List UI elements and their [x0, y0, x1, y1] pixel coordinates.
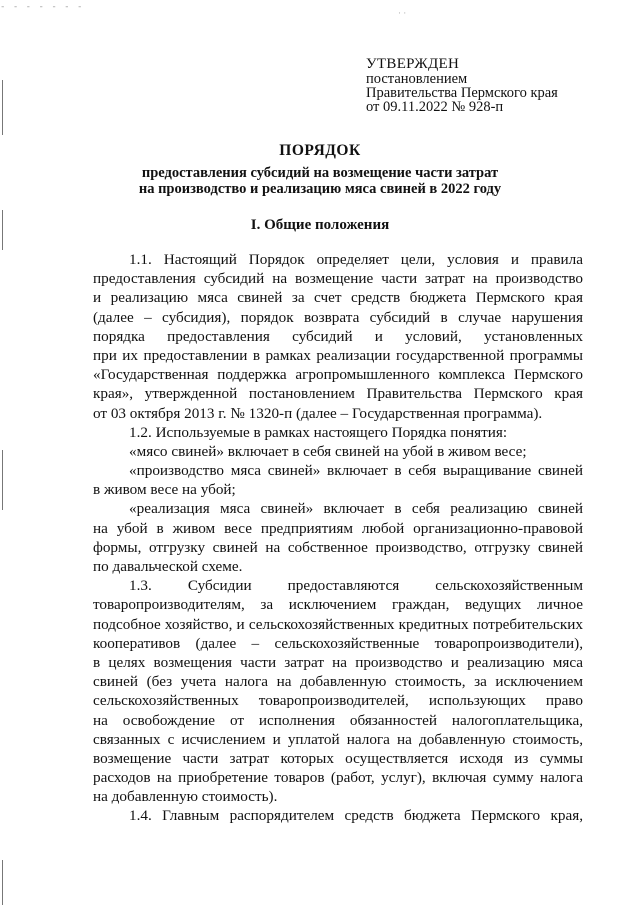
paragraph-line: и реализацию мяса свиней за счет средств бюджета Пермского края	[93, 289, 583, 307]
paragraph-line: «Государственная поддержка агропромышленного комплекса Пермского	[93, 366, 583, 384]
paragraph-line: «производство мяса свиней» включает в себя выращивание свиней	[129, 462, 583, 480]
paragraph-line: подсобное хозяйство, и сельскохозяйственных кредитных потребительских	[93, 615, 583, 633]
section-heading: I. Общие положения	[250, 217, 390, 233]
paragraph-line: на освобождение от исполнения обязанностей налогоплательщика,	[93, 711, 583, 729]
paragraph-line: 1.2. Используемые в рамках настоящего Порядка понятия:	[129, 423, 508, 441]
paragraph-line: возмещение части затрат которых осуществляется исходя из суммы	[93, 749, 583, 767]
approval-line: Правительства Пермского края	[366, 85, 558, 101]
scan-artifact-dashes: - - - - - - -	[0, 2, 84, 12]
paragraph-line: порядка предоставления субсидий и условий, установленных	[93, 327, 583, 345]
paragraph-line: в целях возмещения части затрат на производство и реализацию мяса	[93, 653, 583, 671]
paragraph-line: связанных с исчислением и уплатой налога на добавленную стоимость,	[93, 730, 583, 748]
paragraph-line: 1.1. Настоящий Порядок определяет цели, условия и правила	[129, 251, 583, 268]
subtitle-line: предоставления субсидий на возмещение части затрат	[141, 165, 499, 181]
body-text	[93, 250, 583, 826]
scan-edge-line	[2, 860, 3, 905]
approval-block	[366, 56, 606, 114]
paragraph-line: при их предоставлении в рамках реализации государственной программы	[93, 346, 583, 364]
paragraph-line: в живом весе на убой;	[93, 481, 236, 499]
approval-date-number: от 09.11.2022 № 928-п	[366, 99, 504, 115]
subtitle-line: на производство и реализацию мяса свиней в 2022 году	[138, 181, 502, 197]
paragraph-line: «мясо свиней» включает в себя свиней на убой в живом весе;	[129, 442, 527, 460]
approval-line: постановлением	[366, 71, 468, 87]
scan-edge-line	[2, 80, 3, 135]
paragraph-line: товаропроизводителям, за исключением граждан, ведущих личное	[93, 596, 583, 614]
paragraph-line: сельскохозяйственных товаропроизводителей, использующих право	[93, 692, 583, 710]
paragraph-line: свиней (без учета налога на добавленную стоимость, за исключением	[93, 673, 583, 691]
paragraph-line: предоставления субсидий на возмещение части затрат на производство	[93, 270, 583, 288]
paragraph-line: по давальческой схеме.	[93, 558, 243, 575]
paragraph-line: «реализация мяса свиней» включает в себя реализацию свиней	[129, 500, 583, 518]
document-title: ПОРЯДОК	[279, 142, 361, 159]
approved-label: УТВЕРЖДЕН	[366, 56, 460, 72]
paragraph-line: (далее – субсидия), порядок возврата субсидий в случае нарушения	[93, 308, 583, 326]
paragraph-line: на добавленную стоимость).	[93, 788, 278, 806]
paragraph-line: кооперативов (далее – сельскохозяйственные товаропроизводители),	[93, 634, 583, 652]
paragraph-line: 1.4. Главным распорядителем средств бюджета Пермского края,	[129, 807, 583, 825]
paragraph-line: на убой в живом весе предприятиям любой организационно-правовой	[93, 519, 583, 537]
paragraph-line: расходов на приобретение товаров (работ, услуг), включая сумму налога	[93, 769, 583, 787]
scan-artifact-mark: · ·	[398, 8, 407, 18]
scan-edge-line	[2, 450, 3, 510]
paragraph-line: 1.3. Субсидии предоставляются сельскохозяйственным	[129, 577, 583, 595]
paragraph-line: от 03 октября 2013 г. № 1320-п (далее – Государственная программа).	[93, 404, 543, 422]
paragraph-line: края», утвержденной постановлением Правительства Пермского края	[93, 385, 583, 403]
document-subtitle	[95, 165, 545, 197]
paragraph-line: формы, отгрузку свиней на собственное производство, отгрузку свиней	[93, 538, 583, 556]
